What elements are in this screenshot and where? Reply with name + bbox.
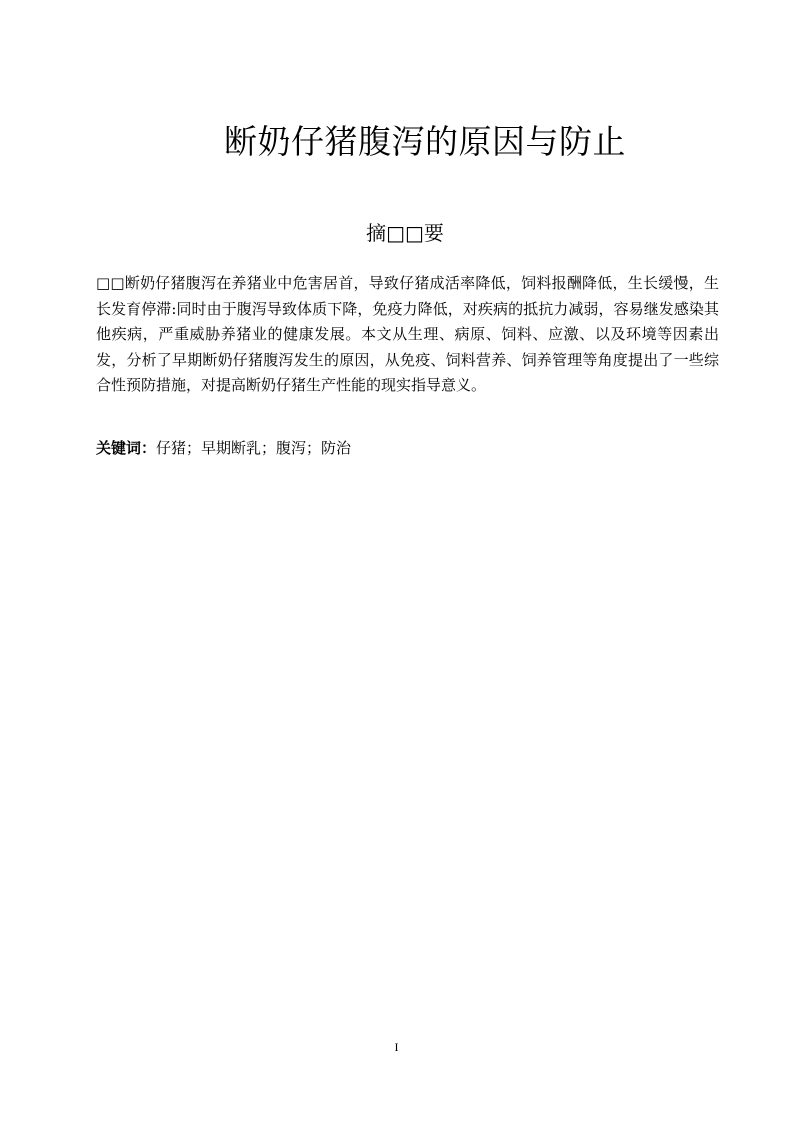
abstract-body: □□断奶仔猪腹泻在养猪业中危害居首，导致仔猪成活率降低，饲料报酬降低，生长缓慢，生长发育停滞:同时由于腹泻导致体质下降，免疫力降低，对疾病的抵抗力减弱，容易继发感染其他疾病，严重威胁养猪业的健康发展。本文从生理、病原、饲料、应激、以及环境等因素出发，分析了早期断奶仔猪腹泻发生的原因，从免疫、饲料营养、饲养管理等角度提出了一些综合性预防措施，对提高断奶仔猪生产性能的现实指导意义。: [96, 274, 719, 394]
keywords-line: [96, 436, 719, 460]
page-number: I: [394, 1040, 399, 1054]
keywords-label: 关键词：: [96, 439, 157, 457]
document-title: 断奶仔猪腹泻的原因与防止: [224, 122, 626, 161]
keywords-text: 仔猪；早期断乳；腹泻；防治: [156, 439, 352, 457]
abstract-heading: 摘□□要: [366, 221, 444, 245]
